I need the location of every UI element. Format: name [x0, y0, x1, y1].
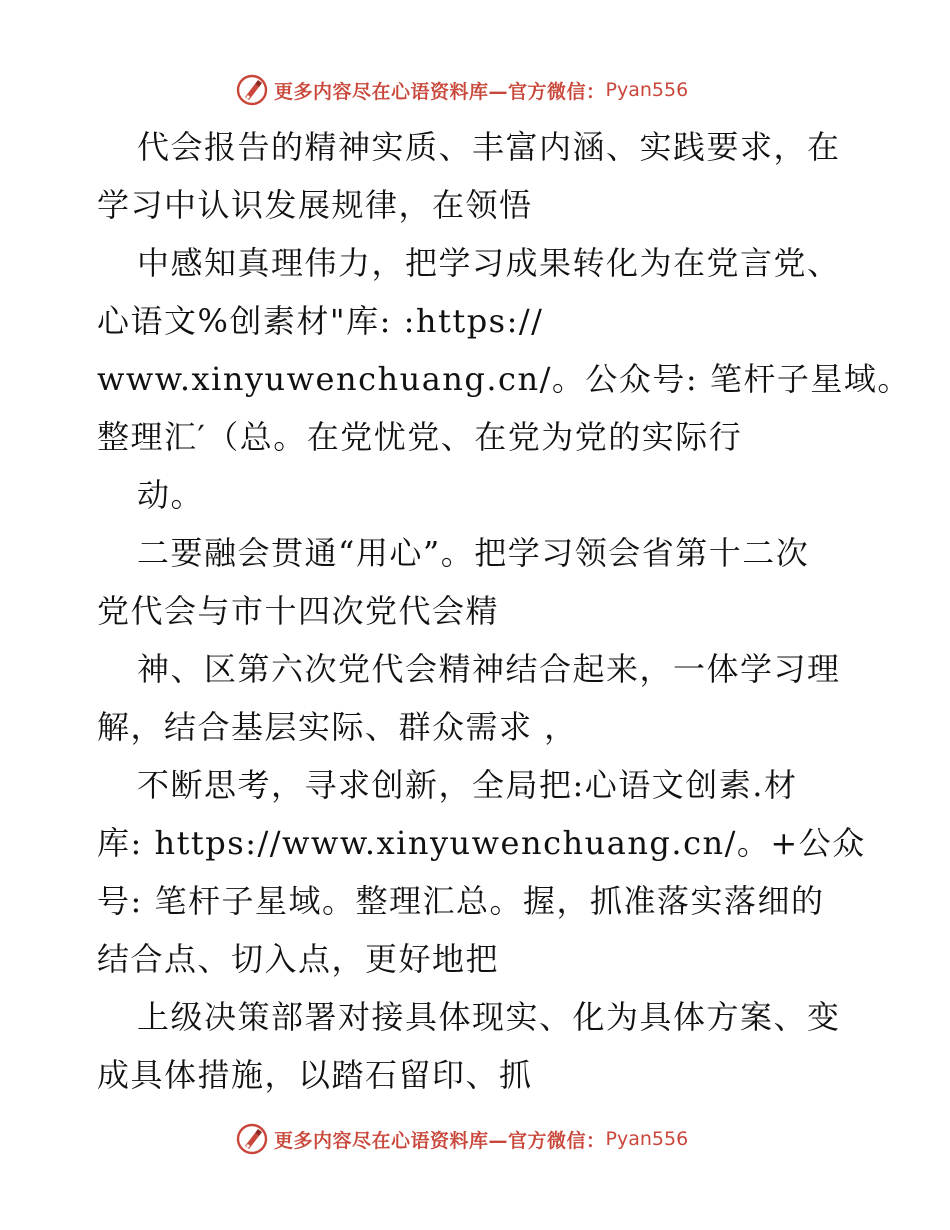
- banner-text: 更多内容尽在心语资料库—官方微信：: [274, 1129, 606, 1152]
- text-line: 上级决策部署对接具体现实、化为具体方案、变: [137, 998, 841, 1036]
- text-line: 心语文%创素材"库: :https://: [97, 302, 544, 340]
- text-line: 号: 笔杆子星域。整理汇总。握，抓准落实落细的: [97, 882, 825, 920]
- text-line: 党代会与市十四次党代会精: [97, 592, 500, 630]
- text-line: 库: https://www.xinyuwenchuang.cn/。+公众: [97, 824, 866, 862]
- header-watermark-banner: [236, 73, 756, 107]
- text-line: 不断思考，寻求创新，全局把:心语文创素.材: [137, 766, 798, 804]
- text-line: 中感知真理伟力，把学习成果转化为在党言党、: [137, 244, 841, 282]
- text-line: 二要融会贯通“用心”。把学习领会省第十二次: [137, 534, 810, 572]
- pen-nib-logo-icon: [236, 1123, 268, 1155]
- footer-watermark-banner: [236, 1122, 756, 1156]
- text-line: 神、区第六次党代会精神结合起来，一体学习理: [137, 650, 841, 688]
- pen-nib-logo-icon: [236, 74, 268, 106]
- text-line: 解，结合基层实际、群众需求 ，: [97, 708, 578, 746]
- banner-text: 更多内容尽在心语资料库—官方微信：: [274, 80, 606, 103]
- text-line: 整理汇′（总。在党忧党、在党为党的实际行: [97, 418, 743, 456]
- text-line: 学习中认识发展规律，在领悟: [97, 186, 533, 224]
- text-line: 结合点、切入点，更好地把: [97, 940, 500, 978]
- banner-wechat-id: Pyan556: [605, 1128, 689, 1150]
- text-line: 成具体措施，以踏石留印、抓: [97, 1056, 533, 1094]
- text-line: 代会报告的精神实质、丰富内涵、实践要求，在: [137, 128, 841, 166]
- text-line: www.xinyuwenchuang.cn/。公众号: 笔杆子星域。: [97, 360, 911, 398]
- text-line: 动。: [137, 476, 205, 514]
- banner-wechat-id: Pyan556: [605, 79, 689, 101]
